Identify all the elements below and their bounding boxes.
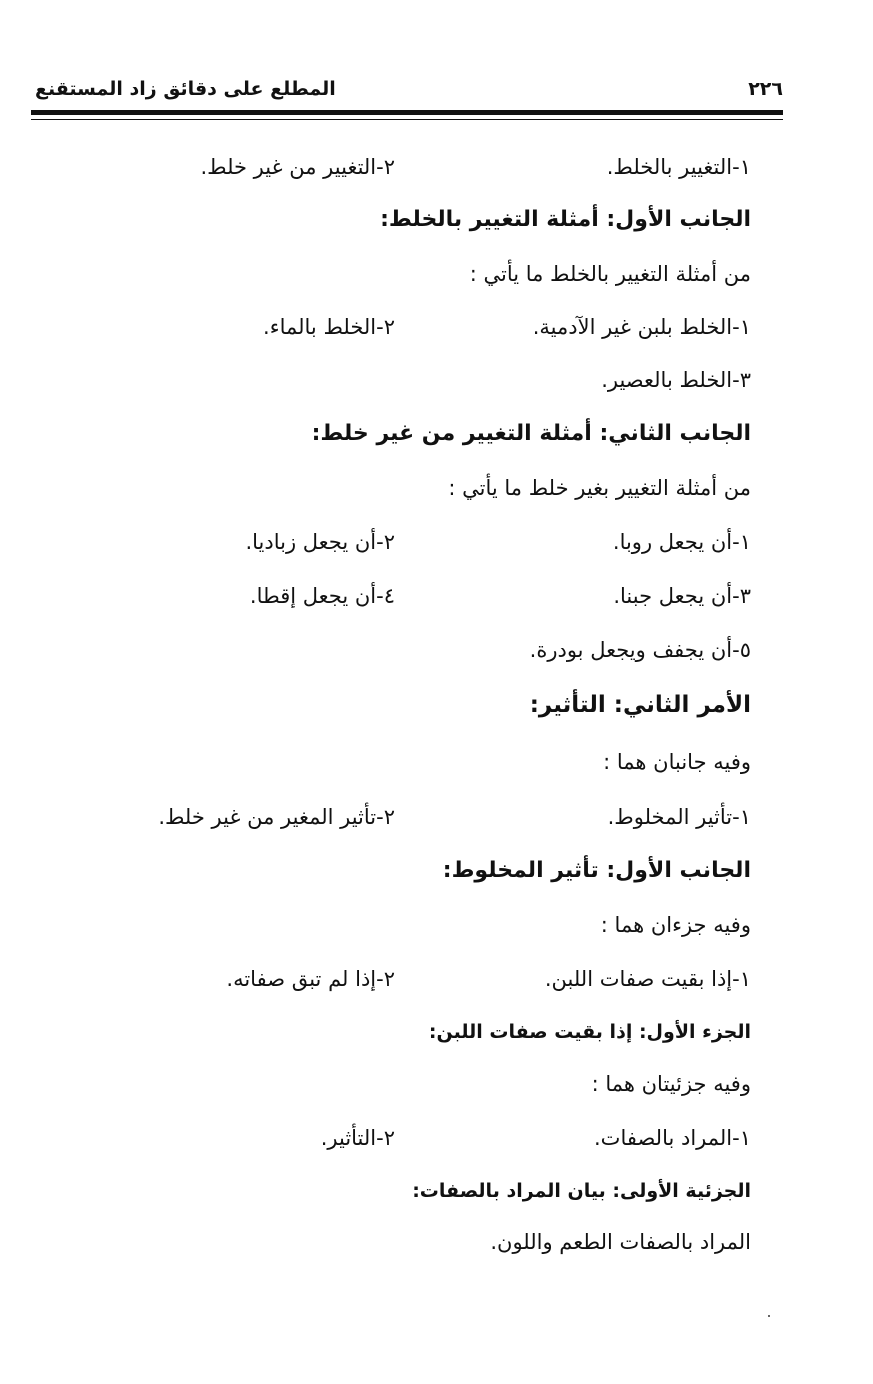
header-rule-thin <box>31 119 783 120</box>
list-item: ٥-أن يجفف ويجعل بودرة. <box>529 638 751 662</box>
section-heading: الجزء الأول: إذا بقيت صفات اللبن: <box>428 1021 751 1043</box>
book-title: المطلع على دقائق زاد المستقنع <box>35 78 336 100</box>
list-item: ١-أن يجعل روبا. <box>612 530 751 554</box>
section-heading: الجانب الأول: تأثير المخلوط: <box>442 858 751 883</box>
section-heading: الجانب الثاني: أمثلة التغيير من غير خلط: <box>311 421 751 446</box>
list-item: ٢-الخلط بالماء. <box>263 315 395 339</box>
list-item: ٢-التأثير. <box>320 1126 395 1150</box>
page-number: ٢٢٦ <box>748 78 783 100</box>
list-item: ٤-أن يجعل إقطا. <box>249 584 395 608</box>
list-item: ١-المراد بالصفات. <box>594 1126 751 1150</box>
list-item: ٢-إذا لم تبق صفاته. <box>226 967 395 991</box>
paragraph: وفيه جانبان هما : <box>603 750 751 774</box>
section-heading: الجزئية الأولى: بيان المراد بالصفات: <box>412 1180 751 1202</box>
paragraph: من أمثلة التغيير بالخلط ما يأتي : <box>469 262 751 286</box>
paragraph: وفيه جزئيتان هما : <box>591 1072 751 1096</box>
list-item: ٢-تأثير المغير من غير خلط. <box>158 805 395 829</box>
section-heading: الجانب الأول: أمثلة التغيير بالخلط: <box>380 207 751 232</box>
list-item: ١-تأثير المخلوط. <box>607 805 751 829</box>
scan-speck <box>768 1315 770 1317</box>
paragraph: من أمثلة التغيير بغير خلط ما يأتي : <box>448 476 751 500</box>
header-rule-thick <box>31 110 783 115</box>
list-item-change-by-mixing: ١-التغيير بالخلط. <box>606 155 751 179</box>
list-item: ١-الخلط بلبن غير الآدمية. <box>532 315 751 339</box>
list-item: ٣-الخلط بالعصير. <box>601 368 751 392</box>
list-item: ٣-أن يجعل جبنا. <box>613 584 751 608</box>
section-heading: الأمر الثاني: التأثير: <box>529 692 751 718</box>
paragraph: وفيه جزءان هما : <box>600 913 751 937</box>
list-item-change-without-mixing: ٢-التغيير من غير خلط. <box>200 155 395 179</box>
list-item: ١-إذا بقيت صفات اللبن. <box>544 967 751 991</box>
paragraph: المراد بالصفات الطعم واللون. <box>490 1230 751 1254</box>
list-item: ٢-أن يجعل زباديا. <box>245 530 395 554</box>
running-header <box>35 78 783 106</box>
